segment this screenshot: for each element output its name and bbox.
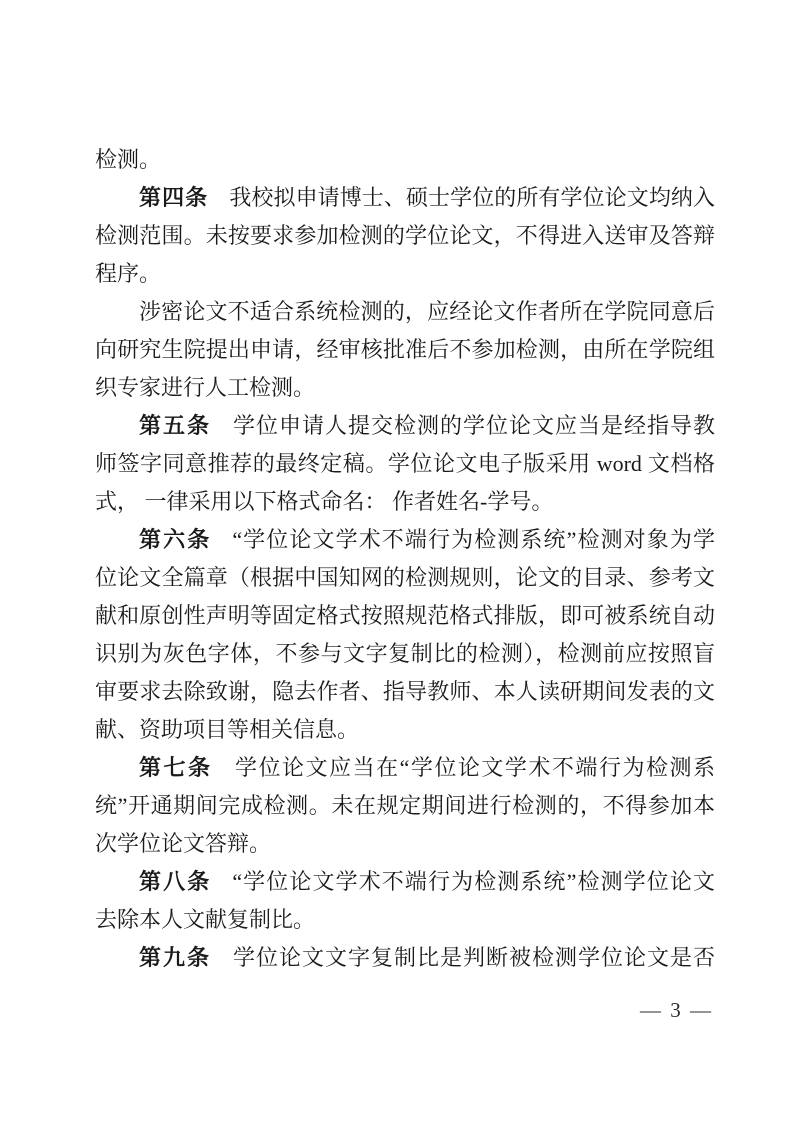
line-text: 位论文全篇章（根据中国知网的检测规则，论文的目录、参考文 bbox=[95, 565, 715, 590]
line-text: 涉密论文不适合系统检测的，应经论文作者所在学院同意后 bbox=[139, 299, 715, 324]
text-line bbox=[95, 711, 715, 749]
text-line bbox=[95, 369, 715, 407]
text-line bbox=[95, 141, 715, 179]
text-line bbox=[95, 407, 715, 445]
line-text: 献和原创性声明等固定格式按照规范格式排版，即可被系统自动 bbox=[95, 603, 715, 628]
article-number: 第六条 bbox=[139, 527, 212, 552]
text-block bbox=[95, 141, 715, 977]
line-text: “学位论文学术不端行为检测系统”检测学位论文 bbox=[232, 869, 715, 894]
text-line bbox=[95, 445, 715, 483]
text-line bbox=[95, 559, 715, 597]
line-text: 审要求去除致谢，隐去作者、指导教师、本人读研期间发表的文 bbox=[95, 679, 715, 704]
footer-page-number: — 3 — bbox=[640, 998, 713, 1022]
line-text: 检测范围。未按要求参加检测的学位论文，不得进入送审及答辩 bbox=[95, 223, 715, 248]
text-line bbox=[95, 483, 715, 521]
text-line bbox=[95, 635, 715, 673]
line-text: 学位论文文字复制比是判断被检测学位论文是否 bbox=[232, 945, 715, 970]
article-number: 第八条 bbox=[139, 869, 212, 894]
text-line bbox=[95, 293, 715, 331]
text-line bbox=[95, 255, 715, 293]
line-text: 识别为灰色字体，不参与文字复制比的检测），检测前应按照盲 bbox=[95, 641, 715, 666]
text-line bbox=[95, 217, 715, 255]
article-number: 第五条 bbox=[139, 413, 211, 438]
line-text: 我校拟申请博士、硕士学位的所有学位论文均纳入 bbox=[229, 185, 715, 210]
text-line bbox=[95, 597, 715, 635]
line-text: 献、资助项目等相关信息。 bbox=[95, 717, 360, 742]
text-line bbox=[95, 179, 715, 217]
text-line bbox=[95, 825, 715, 863]
line-text: 式， 一律采用以下格式命名： 作者姓名-学号。 bbox=[95, 489, 554, 514]
line-text: 织专家进行人工检测。 bbox=[95, 375, 316, 400]
line-text: 程序。 bbox=[95, 261, 162, 286]
text-line bbox=[95, 749, 715, 787]
text-line bbox=[95, 331, 715, 369]
text-line bbox=[95, 787, 715, 825]
line-text: 检测。 bbox=[95, 147, 162, 172]
article-number: 第四条 bbox=[139, 185, 209, 210]
text-line bbox=[95, 939, 715, 977]
page-footer bbox=[0, 996, 713, 1024]
article-number: 第九条 bbox=[139, 945, 211, 970]
line-text: 次学位论文答辩。 bbox=[95, 831, 272, 856]
article-number: 第七条 bbox=[139, 755, 213, 780]
text-line bbox=[95, 521, 715, 559]
line-text: 学位论文应当在“学位论文学术不端行为检测系 bbox=[233, 755, 715, 780]
line-text: 向研究生院提出申请，经审核批准后不参加检测，由所在学院组 bbox=[95, 337, 715, 362]
line-text: 学位申请人提交检测的学位论文应当是经指导教 bbox=[232, 413, 715, 438]
text-line bbox=[95, 901, 715, 939]
line-text: “学位论文学术不端行为检测系统”检测对象为学 bbox=[232, 527, 715, 552]
text-line bbox=[95, 673, 715, 711]
line-text: 去除本人文献复制比。 bbox=[95, 907, 316, 932]
line-text: 师签字同意推荐的最终定稿。学位论文电子版采用 word 文档格 bbox=[95, 451, 715, 476]
text-line bbox=[95, 863, 715, 901]
line-text: 统”开通期间完成检测。未在规定期间进行检测的，不得参加本 bbox=[95, 793, 715, 818]
